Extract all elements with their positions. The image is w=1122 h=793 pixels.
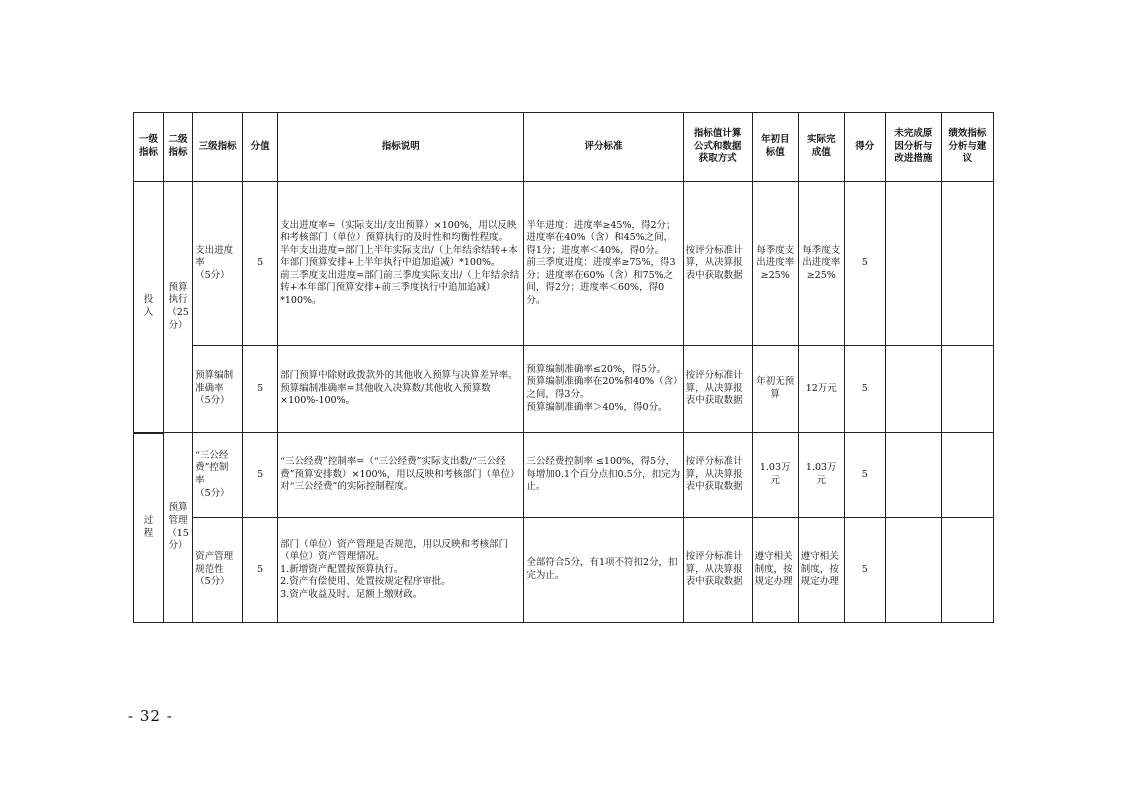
reason-cell	[885, 346, 941, 433]
suggestion-cell	[941, 182, 993, 346]
level1-cell: 投 入	[134, 182, 164, 433]
performance-indicator-table	[133, 112, 994, 623]
level3-cell: “三公经 费”控制 率 （5分）	[193, 433, 243, 518]
table-row	[134, 518, 994, 623]
reason-cell	[885, 518, 941, 623]
score-value-cell: 5	[243, 346, 278, 433]
actual-cell: 每季度支出进度率≥25%	[798, 182, 844, 346]
level2-cell: 预算 执行 （25 分）	[164, 182, 193, 433]
actual-cell: 1.03万 元	[798, 433, 844, 518]
description-cell: 部门预算中除财政拨款外的其他收入预算与决算差异率。 预算编制准确率=其他收入决算数/其他收入预算数×100%-100%。	[278, 346, 524, 433]
target-cell: 遵守相关制度，按规定办理	[752, 518, 798, 623]
reason-cell	[885, 433, 941, 518]
suggestion-cell	[941, 433, 993, 518]
page-number: - 32 -	[128, 707, 173, 725]
header-actual: 实际完 成值	[798, 113, 844, 182]
description-cell: “三公经费”控制率=（“三公经费”实际支出数/“三公经费”预算安排数）×100%，用以反映和考核部门（单位）对“三公经费”的实际控制程度。	[278, 433, 524, 518]
target-cell: 每季度支出进度率≥25%	[752, 182, 798, 346]
header-suggestion: 绩效指标 分析与建 议	[941, 113, 993, 182]
description-cell: 支出进度率=（实际支出/支出预算）×100%，用以反映和考核部门（单位）预算执行的及时性和均衡性程度。 半年支出进度=部门上半年实际支出/（上年结余结转+本年部门预算安排+上半年执行中追加追减）*100%。 前三季度支出进度=部门前三季度实际支出/（上年结余结转+本年部门预算安排+前三季度执行中追加追减）*100%。	[278, 182, 524, 346]
table-row	[134, 433, 994, 518]
score-value-cell: 5	[243, 433, 278, 518]
criteria-cell: 半年进度：进度率≥45%，得2分；进度率在40%（含）和45%之间，得1分；进度率＜40%，得0分。 前三季度进度：进度率≥75%，得3分；进度率在60%（含）和75%之间，得2分；进度率＜60%，得0分。	[524, 182, 683, 346]
suggestion-cell	[941, 346, 993, 433]
method-cell: 按评分标准计算，从决算报表中获取数据	[683, 346, 752, 433]
header-target: 年初目 标值	[752, 113, 798, 182]
score-cell: 5	[844, 182, 885, 346]
criteria-cell: 预算编制准确率≤20%，得5分。 预算编制准确率在20%和40%（含）之间，得3分。 预算编制准确率＞40%，得0分。	[524, 346, 683, 433]
header-description: 指标说明	[278, 113, 524, 182]
target-cell: 年初无预算	[752, 346, 798, 433]
score-cell: 5	[844, 518, 885, 623]
level3-cell: 资产管理 规范性 （5分）	[193, 518, 243, 623]
level2-cell: 预算 管理 （15 分）	[164, 433, 193, 623]
header-score: 得分	[844, 113, 885, 182]
header-reason: 未完成原 因分析与 改进措施	[885, 113, 941, 182]
criteria-cell: 全部符合5分，有1项不符扣2分，扣完为止。	[524, 518, 683, 623]
suggestion-cell	[941, 518, 993, 623]
header-level3-indicator: 三级指标	[193, 113, 243, 182]
reason-cell	[885, 182, 941, 346]
score-cell: 5	[844, 346, 885, 433]
method-cell: 按评分标准计算，从决算报表中获取数据	[683, 518, 752, 623]
actual-cell: 遵守相关制度，按规定办理	[798, 518, 844, 623]
table-header-row	[134, 113, 994, 182]
table-row	[134, 182, 994, 346]
score-value-cell: 5	[243, 182, 278, 346]
level3-cell: 支出进度 率 （5分）	[193, 182, 243, 346]
target-cell: 1.03万 元	[752, 433, 798, 518]
level3-cell: 预算编制 准确率 （5分）	[193, 346, 243, 433]
method-cell: 按评分标准计算，从决算报表中获取数据	[683, 433, 752, 518]
level1-cell: 过 程	[134, 433, 164, 623]
header-criteria: 评分标准	[524, 113, 683, 182]
header-score-value: 分值	[243, 113, 278, 182]
score-cell: 5	[844, 433, 885, 518]
table-row	[134, 346, 994, 433]
header-level2-indicator: 二级 指标	[164, 113, 193, 182]
actual-cell: 12万元	[798, 346, 844, 433]
header-method: 指标值计算 公式和数据 获取方式	[683, 113, 752, 182]
criteria-cell: 三公经费控制率 ≤100%，得5分，每增加0.1个百分点扣0.5分，扣完为止。	[524, 433, 683, 518]
score-value-cell: 5	[243, 518, 278, 623]
method-cell: 按评分标准计算，从决算报表中获取数据	[683, 182, 752, 346]
description-cell: 部门（单位）资产管理是否规范，用以反映和考核部门（单位）资产管理情况。 1.新增资产配置按预算执行。 2.资产有偿使用、处置按规定程序审批。 3.资产收益及时、足额上缴财政。	[278, 518, 524, 623]
header-level1-indicator: 一级 指标	[134, 113, 164, 182]
